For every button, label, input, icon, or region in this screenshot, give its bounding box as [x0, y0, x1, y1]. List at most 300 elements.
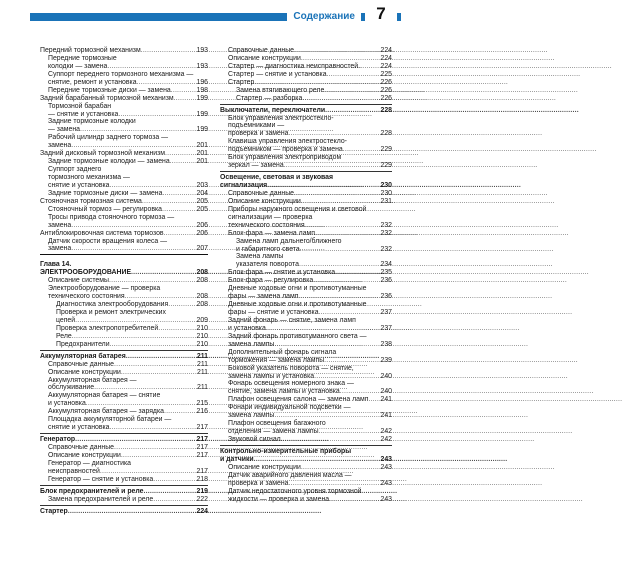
section-title: Содержание — [287, 8, 361, 26]
toc-entry[interactable] — [40, 361, 208, 369]
toc-entry-page: 243 — [380, 495, 392, 503]
toc-entry[interactable] — [40, 55, 208, 63]
toc-entry-page: 193 — [196, 47, 208, 54]
dot-leader — [324, 87, 379, 95]
dot-leader — [319, 428, 380, 436]
toc-entry-title: снятие и установка — [48, 424, 110, 432]
toc-entry[interactable] — [220, 420, 392, 428]
toc-entry-page: 217 — [196, 467, 208, 475]
toc-entry-title: Стояночный тормоз — регулировка — [48, 205, 162, 213]
dot-leader — [305, 222, 380, 230]
toc-entry-title: Блок-фара — регулировка — [228, 277, 314, 285]
dot-leader — [164, 408, 196, 416]
toc-entry-title: Освещение, световая и звуковая — [220, 174, 334, 182]
toc-section-heading[interactable] — [220, 456, 392, 464]
toc-entry[interactable] — [220, 293, 392, 301]
toc-entry[interactable] — [220, 357, 392, 365]
dot-leader — [329, 496, 379, 504]
toc-entry[interactable] — [40, 293, 208, 301]
toc-entry-title: Электрооборудование — проверка — [48, 285, 161, 293]
toc-entry-title: Дневные ходовые огни и противотуманные — [228, 301, 367, 309]
dot-leader — [131, 269, 195, 277]
toc-entry-title: Приборы наружного освещения и световой — [228, 205, 367, 213]
toc-entry-title: Контрольно-измерительные приборы — [220, 447, 352, 455]
toc-entry-page: 230 — [380, 182, 392, 189]
toc-entry-page: 201 — [196, 158, 208, 166]
toc-entry-title: Генератор — [40, 436, 76, 444]
toc-entry-title: Датчик скорости вращения колеса — — [48, 237, 168, 245]
toc-entry[interactable] — [40, 238, 208, 246]
toc-entry-title: Описание конструкции — [48, 451, 121, 459]
dot-leader — [274, 412, 379, 420]
toc-entry-title: замена — [48, 245, 72, 253]
dot-leader — [158, 325, 195, 333]
toc-entry-title: Справочные данные — [48, 360, 114, 368]
dot-leader — [110, 341, 196, 349]
toc-entry-page: 241 — [380, 396, 392, 404]
toc-entry-page: 204 — [196, 189, 208, 197]
toc-entry-title: Передний тормозной механизм — [40, 47, 141, 54]
toc-entry[interactable] — [220, 246, 392, 254]
toc-entry-title: тормозного механизма — — [48, 174, 130, 181]
toc-entry-title: подъемником — проверка и замена — [228, 146, 343, 154]
toc-entry[interactable] — [40, 63, 208, 71]
toc-entry-title: Тормозной барабан — [48, 102, 112, 110]
dot-leader — [118, 111, 195, 119]
page-header — [0, 0, 417, 26]
toc-entry-page: 228 — [380, 130, 392, 138]
toc-entry-title: Передние тормозные диски — замена — [48, 86, 171, 94]
toc-entry[interactable] — [220, 341, 392, 349]
toc-entry[interactable] — [220, 496, 392, 504]
toc-entry-page: 240 — [380, 372, 392, 380]
toc-entry[interactable] — [40, 333, 208, 341]
toc-entry-title: Фонарь освещения номерного знака — — [228, 380, 354, 388]
dot-leader — [141, 47, 196, 55]
toc-entry[interactable] — [220, 71, 392, 79]
dot-leader — [358, 63, 379, 71]
toc-entry[interactable] — [40, 325, 208, 333]
toc-entry[interactable] — [40, 87, 208, 95]
dot-leader — [315, 230, 379, 238]
toc-entry-page: 205 — [196, 205, 208, 213]
toc-section-heading[interactable] — [220, 182, 392, 190]
toc-entry-title: Описание конструкции — [48, 368, 121, 376]
toc-entry-title: Датчик аварийного давления масла — — [228, 471, 352, 479]
toc-entry[interactable] — [220, 87, 392, 95]
dot-leader — [340, 388, 380, 396]
toc-entry-page: 237 — [380, 309, 392, 316]
dot-leader — [325, 107, 379, 115]
toc-entry-title: фары — снятие и установка — [228, 309, 319, 316]
toc-entry[interactable] — [220, 146, 392, 154]
dot-leader — [107, 63, 195, 71]
toc-entry-page: 225 — [380, 70, 392, 78]
dot-leader — [71, 222, 195, 230]
dot-leader — [343, 146, 380, 154]
toc-entry[interactable] — [40, 277, 208, 285]
toc-entry[interactable] — [220, 190, 392, 198]
toc-entry[interactable] — [40, 150, 208, 158]
toc-entry-title: Плафон освещения багажного — [228, 420, 326, 428]
toc-entry[interactable] — [220, 464, 392, 472]
dot-leader — [301, 55, 380, 63]
toc-entry-title: — снятие и установка — [48, 110, 119, 118]
toc-entry-page: 243 — [380, 455, 392, 463]
toc-entry[interactable] — [220, 79, 392, 87]
toc-entry-page: 237 — [380, 324, 392, 332]
toc-entry-page: 215 — [196, 400, 208, 408]
toc-entry-page: 201 — [196, 142, 208, 150]
toc-entry[interactable] — [40, 79, 208, 87]
toc-entry-page: 236 — [380, 293, 392, 301]
toc-entry-page: 232 — [380, 229, 392, 237]
toc-entry-title: Суппорт переднего тормозного механизма — — [48, 70, 194, 78]
toc-entry-page: 243 — [380, 463, 392, 471]
toc-entry-page: 217 — [196, 424, 208, 432]
toc-entry-title: указателя поворота — [236, 261, 299, 269]
toc-entry[interactable] — [220, 138, 392, 146]
toc-entry[interactable] — [220, 365, 392, 373]
toc-entry-title: Замена лампы — [236, 253, 284, 261]
toc-entry-title: Площадка аккумуляторной батареи — — [48, 416, 172, 424]
toc-entry-title: Проверка и ремонт электрических — [56, 309, 166, 316]
dot-leader — [368, 396, 379, 404]
toc-entry[interactable] — [220, 349, 392, 357]
toc-entry[interactable] — [220, 130, 392, 138]
toc-entry[interactable] — [40, 134, 208, 142]
toc-section-heading[interactable] — [40, 261, 208, 269]
toc-entry-title: и датчики — [220, 455, 254, 463]
dot-leader — [100, 468, 196, 476]
toc-entry-page: 211 — [197, 368, 208, 376]
toc-entry-page: 199 — [196, 126, 208, 134]
dot-leader — [301, 464, 380, 472]
toc-section-heading[interactable] — [40, 269, 208, 277]
toc-entry-page: 217 — [196, 451, 208, 459]
dot-leader — [319, 309, 380, 317]
toc-entry-title: Блок-фара — замена ламп — [228, 229, 316, 237]
dot-leader — [284, 162, 380, 170]
toc-entry-title: Реле — [56, 332, 72, 340]
toc-entry-page: 235 — [380, 269, 392, 277]
toc-entry[interactable] — [220, 115, 392, 123]
toc-entry[interactable] — [40, 198, 208, 206]
toc-entry[interactable] — [220, 162, 392, 170]
dot-leader — [165, 150, 195, 158]
toc-entry[interactable] — [40, 103, 208, 111]
toc-entry-page: 236 — [380, 277, 392, 285]
dot-leader — [294, 190, 380, 198]
toc-entry-page: 193 — [196, 62, 208, 70]
dot-leader — [68, 508, 196, 516]
toc-entry[interactable] — [40, 111, 208, 119]
toc-entry-title: снятие и установка — [48, 181, 110, 189]
dot-leader — [267, 182, 379, 190]
dot-leader — [153, 476, 195, 484]
toc-entry-title: Аккумуляторная батарея — снятие — [48, 392, 161, 400]
toc-entry-title: и установка — [48, 400, 86, 408]
toc-entry-title: технического состояния — [228, 221, 305, 229]
toc-entry-title: снятие, замена лампы и установка — [228, 388, 340, 396]
toc-entry[interactable] — [40, 369, 208, 377]
toc-entry-title: Замена ламп дальнего/ближнего — [236, 237, 342, 245]
toc-entry[interactable] — [220, 261, 392, 269]
toc-entry-page: 201 — [196, 150, 208, 158]
toc-entry-title: Аккумуляторная батарея — — [48, 376, 137, 384]
toc-section-heading[interactable] — [40, 436, 208, 444]
toc-entry-title: Генератор — диагностика — [48, 459, 132, 467]
toc-entry-page: 224 — [380, 47, 392, 54]
toc-entry[interactable] — [220, 404, 392, 412]
toc-entry-page: 228 — [380, 106, 392, 114]
toc-entry[interactable] — [40, 392, 208, 400]
dot-leader — [164, 230, 196, 238]
toc-entry[interactable] — [40, 190, 208, 198]
toc-entry-title: и установка — [228, 324, 266, 332]
toc-left-column — [40, 47, 208, 516]
toc-entry-title: Замена втягивающего реле — [236, 86, 325, 94]
toc-entry[interactable] — [40, 182, 208, 190]
toc-entry[interactable] — [220, 412, 392, 420]
toc-entry-title: Боковой указатель поворота — снятие, — [228, 364, 354, 372]
toc-entry[interactable] — [40, 496, 208, 504]
toc-entry[interactable] — [220, 230, 392, 238]
toc-entry[interactable] — [40, 174, 208, 182]
toc-entry[interactable] — [220, 333, 392, 341]
toc-entry-title: Проверка электропотребителей — [56, 324, 159, 332]
toc-entry-title: Рабочий цилиндр заднего тормоза — — [48, 134, 169, 142]
toc-section-heading[interactable] — [40, 508, 208, 516]
toc-entry[interactable] — [220, 373, 392, 381]
toc-entry-page: 206 — [196, 221, 208, 229]
toc-entry[interactable] — [220, 206, 392, 214]
toc-entry-page: 219 — [196, 487, 208, 495]
toc-entry-title: Выключатели, переключатели — [220, 106, 326, 114]
toc-entry-title: Фонари индивидуальной подсветки — — [228, 404, 351, 412]
toc-entry[interactable] — [220, 301, 392, 309]
toc-entry[interactable] — [40, 222, 208, 230]
toc-entry-page: 232 — [380, 245, 392, 253]
toc-entry[interactable] — [220, 428, 392, 436]
toc-entry-page: 242 — [380, 428, 392, 436]
toc-entry-title: Блок-фара — снятие и установка — [228, 269, 336, 277]
toc-entry-title: Справочные данные — [228, 189, 294, 197]
toc-entry[interactable] — [40, 245, 208, 253]
toc-entry-page: 207 — [196, 245, 208, 253]
toc-entry-title: Задние тормозные колодки — [48, 118, 136, 126]
toc-entry-page: 208 — [196, 269, 208, 277]
toc-entry-page: 238 — [380, 340, 392, 348]
toc-entry[interactable] — [40, 416, 208, 424]
toc-entry-page: 243 — [380, 479, 392, 487]
toc-entry-page: 229 — [380, 162, 392, 170]
toc-entry[interactable] — [220, 488, 392, 496]
toc-entry[interactable] — [220, 47, 392, 55]
dot-leader — [137, 79, 196, 87]
toc-entry-title: Плафон освещения салона — замена ламп — [228, 396, 369, 404]
dot-leader — [254, 456, 380, 464]
toc-entry-page: 199 — [196, 110, 208, 118]
toc-section-heading[interactable] — [220, 174, 392, 182]
dot-leader — [294, 47, 380, 55]
dot-leader — [168, 301, 195, 309]
dot-leader — [274, 341, 379, 349]
dot-leader — [170, 158, 196, 166]
toc-entry-title: Клавиша управления электростекло- — [228, 138, 347, 146]
toc-entry-page: 217 — [196, 444, 208, 451]
toc-entry-title: Дополнительный фонарь сигнала — [228, 348, 337, 356]
toc-entry[interactable] — [220, 388, 392, 396]
toc-entry-title: сигнализация — [220, 182, 268, 189]
toc-section-heading[interactable] — [220, 107, 392, 115]
dot-leader — [298, 293, 379, 301]
dot-leader — [302, 95, 379, 103]
toc-entry-page: 205 — [196, 197, 208, 205]
toc-entry[interactable] — [220, 285, 392, 293]
toc-entry-title: проверка и замена — [228, 130, 289, 138]
toc-entry-title: Описание конструкции — [228, 54, 301, 62]
dot-leader — [171, 87, 196, 95]
dot-leader — [324, 357, 379, 365]
toc-entry[interactable] — [220, 472, 392, 480]
dot-leader — [121, 452, 196, 460]
toc-entry[interactable] — [40, 71, 208, 79]
toc-entry[interactable] — [220, 317, 392, 325]
toc-entry-title: замена — [48, 142, 72, 150]
toc-entry-page: 218 — [196, 475, 208, 483]
toc-entry-title: Задние тормозные колодки — замена — [48, 158, 170, 166]
toc-entry[interactable] — [40, 47, 208, 55]
toc-entry[interactable] — [40, 285, 208, 293]
dot-leader — [266, 325, 380, 333]
toc-entry-page: 224 — [196, 507, 208, 515]
toc-entry-page: 230 — [380, 189, 392, 197]
dot-leader — [254, 79, 379, 87]
toc-entry-page: 226 — [380, 94, 392, 102]
toc-section-heading[interactable] — [40, 353, 208, 361]
toc-entry-page: 208 — [196, 301, 208, 309]
toc-entry-page: 206 — [196, 229, 208, 237]
dot-leader — [313, 277, 379, 285]
toc-entry-title: отделения — замена лампы — [228, 428, 319, 436]
toc-entry[interactable] — [40, 341, 208, 349]
section-divider — [40, 253, 208, 257]
dot-leader — [75, 436, 195, 444]
toc-entry-page: 231 — [380, 197, 392, 205]
toc-entry-page: 211 — [197, 384, 208, 392]
toc-entry[interactable] — [40, 214, 208, 222]
toc-entry[interactable] — [220, 55, 392, 63]
toc-entry-title: Предохранители — [56, 340, 110, 348]
toc-entry[interactable] — [220, 436, 392, 444]
toc-entry[interactable] — [220, 480, 392, 488]
toc-entry-title: Аккумуляторная батарея — зарядка — [48, 408, 164, 416]
toc-entry[interactable] — [220, 214, 392, 222]
toc-entry[interactable] — [40, 424, 208, 432]
toc-entry-page: 241 — [380, 412, 392, 420]
toc-entry[interactable] — [40, 408, 208, 416]
dot-leader — [162, 190, 195, 198]
toc-entry-page: 208 — [196, 277, 208, 285]
toc-entry-title: жидкости — проверка и замена — [228, 495, 330, 503]
toc-entry[interactable] — [40, 309, 208, 317]
toc-entry[interactable] — [220, 380, 392, 388]
toc-entry[interactable] — [220, 198, 392, 206]
toc-entry-page: 217 — [196, 436, 208, 444]
toc-entry-title: Аккумуляторная батарея — [40, 352, 126, 360]
toc-entry-title: обслуживание — [48, 384, 95, 392]
toc-entry-page: 234 — [380, 261, 392, 269]
dot-leader — [327, 71, 380, 79]
dot-leader — [114, 361, 196, 369]
dot-leader — [162, 206, 196, 214]
toc-entry-title: Блок управления электроприводом — [228, 154, 342, 162]
toc-entry[interactable] — [40, 158, 208, 166]
dot-leader — [114, 444, 196, 452]
toc-entry[interactable] — [40, 301, 208, 309]
toc-entry[interactable] — [40, 476, 208, 484]
dot-leader — [110, 424, 196, 432]
toc-entry[interactable] — [40, 206, 208, 214]
toc-entry-page: 222 — [196, 495, 208, 503]
toc-entry[interactable] — [220, 269, 392, 277]
toc-entry[interactable] — [220, 122, 392, 130]
toc-section-heading[interactable] — [40, 488, 208, 496]
toc-entry-title: Тросы привода стояночного тормоза — — [48, 213, 175, 221]
toc-entry[interactable] — [40, 317, 208, 325]
toc-entry[interactable] — [40, 444, 208, 452]
toc-entry-page: 211 — [196, 352, 208, 360]
toc-entry-title: торможения — замена лампы — [228, 356, 325, 364]
toc-entry[interactable] — [40, 468, 208, 476]
toc-entry[interactable] — [40, 118, 208, 126]
toc-entry-page: 209 — [196, 316, 208, 324]
toc-entry[interactable] — [40, 95, 208, 103]
toc-entry[interactable] — [220, 277, 392, 285]
toc-entry[interactable] — [220, 222, 392, 230]
toc-entry-title: зеркал — замена — [228, 162, 284, 170]
toc-entry-title: Звуковой сигнал — [228, 436, 281, 443]
toc-entry-page: 242 — [380, 436, 392, 443]
toc-entry-page: 224 — [380, 62, 392, 70]
toc-section-heading[interactable] — [220, 448, 392, 456]
toc-entry[interactable] — [40, 460, 208, 468]
toc-entry[interactable] — [220, 253, 392, 261]
page-number: 7 — [365, 2, 397, 26]
toc-entry-title: цепей — [56, 316, 76, 324]
toc-entry[interactable] — [220, 95, 392, 103]
toc-entry[interactable] — [40, 142, 208, 150]
toc-entry[interactable] — [220, 325, 392, 333]
toc-entry[interactable] — [40, 230, 208, 238]
dot-leader — [335, 269, 379, 277]
toc-entry-title: Справочные данные — [228, 47, 294, 54]
toc-entry[interactable] — [40, 166, 208, 174]
dot-leader — [72, 333, 196, 341]
toc-entry[interactable] — [220, 238, 392, 246]
dot-leader — [71, 142, 195, 150]
toc-entry[interactable] — [40, 452, 208, 460]
toc-entry-page: 196 — [196, 78, 208, 86]
dot-leader — [143, 488, 195, 496]
toc-entry[interactable] — [220, 309, 392, 317]
toc-entry[interactable] — [220, 154, 392, 162]
toc-entry[interactable] — [220, 63, 392, 71]
toc-entry-title: Датчик недостаточного уровня тормозной — [228, 487, 362, 495]
toc-entry-title: подъемниками — — [228, 122, 285, 130]
toc-entry-title: ЭЛЕКТРООБОРУДОВАНИЕ — [40, 269, 132, 277]
